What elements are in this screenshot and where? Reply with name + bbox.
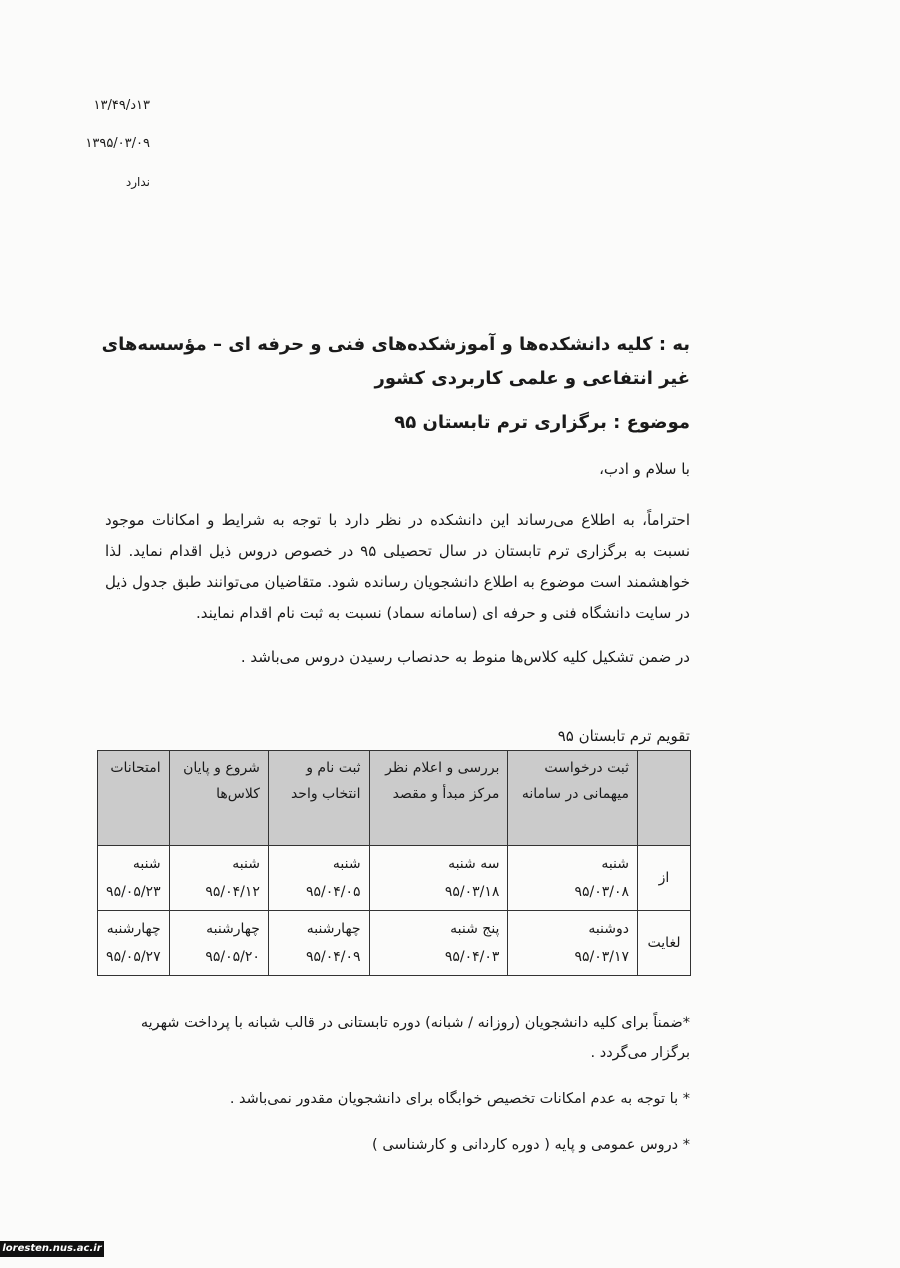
letter-meta [60,96,150,210]
calendar-row-label: لغایت [638,911,691,976]
cell-date: ۹۵/۰۴/۱۲ [205,884,260,900]
letter-attachment: ندارد [125,175,150,189]
calendar-cell [508,846,638,911]
cell-date: ۹۵/۰۵/۲۷ [106,949,161,965]
cell-date: ۹۵/۰۴/۰۵ [306,884,361,900]
cell-day: شنبه [332,856,361,872]
calendar-cell [98,846,170,911]
cell-date: ۹۵/۰۴/۰۹ [306,949,361,965]
calendar-table [97,750,691,976]
calendar-row-until [98,911,691,976]
note-item: *ضمناً برای کلیه دانشجویان (روزانه / شبانه) دوره تابستانی در قالب شبانه با پرداخت شهریه برگزار می‌گردد . [140,1015,690,1061]
cell-date: ۹۵/۰۴/۰۳ [444,949,500,965]
calendar-header-cell [638,751,691,846]
calendar-header-cell: امتحانات [98,751,170,846]
calendar-row-label: از [638,846,691,911]
cell-day: چهارشنبه [206,921,260,937]
cell-day: پنج شنبه [450,921,500,937]
cell-date: ۹۵/۰۳/۰۸ [574,884,629,900]
footer-website: loresten.nus.ac.ir [0,1241,104,1257]
cell-day: چهارشنبه [306,921,361,937]
calendar-row-from [98,846,691,911]
calendar-cell [98,911,170,976]
calendar-header-cell: شروع و پایان کلاس‌ها [169,751,268,846]
calendar-title: تقویم ترم تابستان ۹۵ [557,727,690,745]
cell-day: دوشنبه [588,921,629,937]
addressee: به : کلیه دانشکده‌ها و آموزشکده‌های فنی و حرفه ای – مؤسسه‌های غیر انتفاعی و علمی کاربردی کشور [101,334,690,389]
body-paragraph-2: در ضمن تشکیل کلیه کلاس‌ها منوط به حدنصاب رسیدن دروس می‌باشد . [240,648,690,666]
cell-date: ۹۵/۰۵/۲۰ [205,949,260,965]
cell-day: سه شنبه [448,856,500,872]
cell-day: چهارشنبه [106,921,161,937]
calendar-cell [369,846,508,911]
letter-number: ۱۳د/۱۳/۴۹ [93,98,150,113]
calendar-header-cell: بررسی و اعلام نظر مرکز مبدأ و مقصد [369,751,508,846]
greeting: با سلام و ادب، [599,460,690,478]
body-paragraph: احتراماً، به اطلاع می‌رساند این دانشکده در نظر دارد با توجه به شرایط و امکانات موجود نسبت به برگزاری ترم تابستان در سال تحصیلی ۹۵ در خصوص دروس ذیل اقدام نماید. لذا خواهشمند است موضوع به اطلاع دانشجویان رسانده شود. متقاضیان می‌توانند طبق جدول ذیل در سایت دانشگاه فنی و حرفه ای (سامانه سماد) نسبت به ثبت نام اقدام نمایند. [105,511,690,622]
calendar-cell [268,846,369,911]
cell-date: ۹۵/۰۵/۲۳ [106,884,161,900]
calendar-cell [169,911,268,976]
calendar-cell [268,911,369,976]
calendar-header-row [98,751,691,846]
calendar-cell [508,911,638,976]
cell-day: شنبه [132,856,161,872]
subject: موضوع : برگزاری ترم تابستان ۹۵ [394,412,690,433]
notes-list [100,1008,690,1176]
calendar-header-cell: ثبت نام و انتخاب واحد [268,751,369,846]
calendar-cell [369,911,508,976]
letter-date: ۱۳۹۵/۰۳/۰۹ [85,136,150,151]
cell-day: شنبه [601,856,629,872]
cell-date: ۹۵/۰۳/۱۷ [574,949,629,965]
cell-date: ۹۵/۰۳/۱۸ [444,884,500,900]
cell-day: شنبه [232,856,260,872]
calendar-header-cell: ثبت درخواست میهمانی در سامانه [508,751,638,846]
note-item: * دروس عمومی و پایه ( دوره کاردانی و کارشناسی ) [372,1137,690,1153]
note-item: * با توجه به عدم امکانات تخصیص خوابگاه برای دانشجویان مقدور نمی‌باشد . [229,1091,690,1107]
calendar-cell [169,846,268,911]
